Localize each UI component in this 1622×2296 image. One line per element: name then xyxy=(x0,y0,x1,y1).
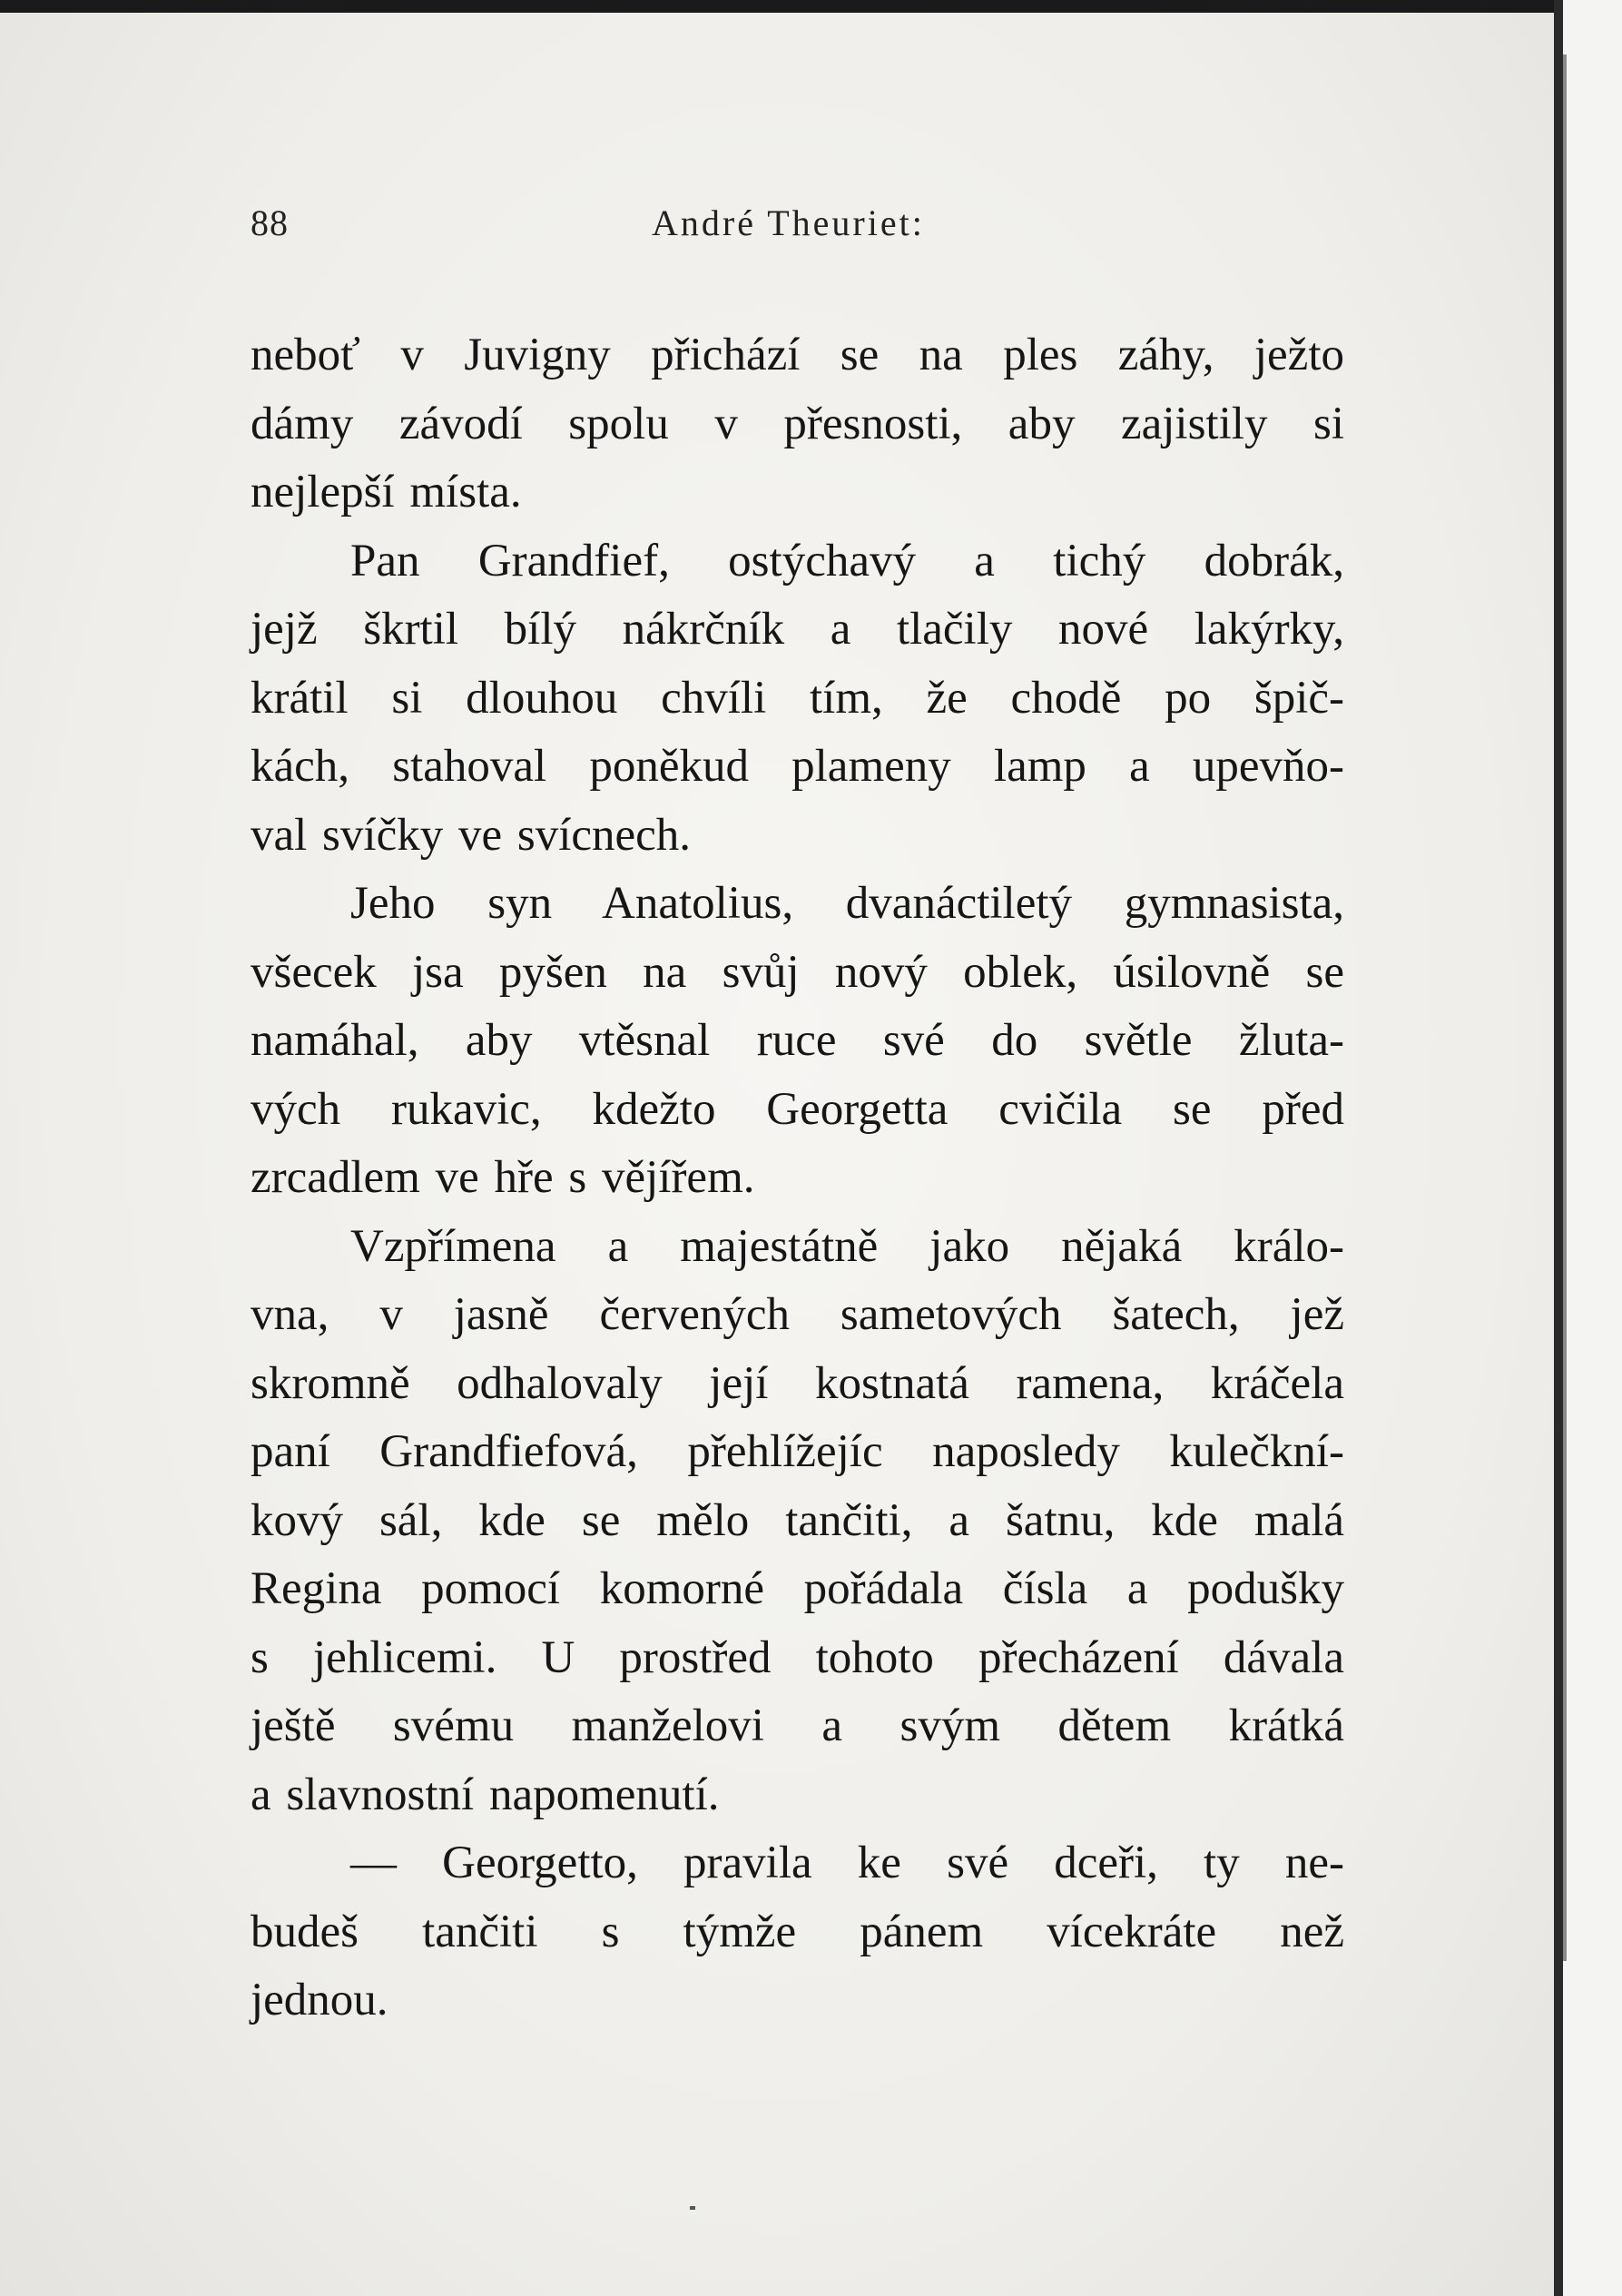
text-line: nejlepší místa. xyxy=(251,467,522,517)
scan-edge-gutter xyxy=(1563,54,1567,1961)
text-line: — Georgetto, pravila ke své dceři, ty ne- xyxy=(350,1838,1344,1888)
scan-edge-shadow xyxy=(1554,0,1563,2296)
book-page xyxy=(0,13,1554,2296)
text-line: vna, v jasně červených sametových šatech, jež xyxy=(251,1289,1344,1340)
text-line: jednou. xyxy=(251,1975,388,2025)
text-line: dámy závodí spolu v přesnosti, aby zajistily si xyxy=(251,398,1344,449)
running-head xyxy=(251,202,1344,256)
text-line: krátil si dlouhou chvíli tím, že chodě po špič- xyxy=(251,672,1344,724)
text-line: neboť v Juvigny přichází se na ples záhy, ježto xyxy=(251,330,1344,380)
body-text xyxy=(251,321,1344,2035)
text-line: a slavnostní napomenutí. xyxy=(251,1769,720,1820)
text-line: paní Grandfiefová, přehlížejíc naposledy kulečkní- xyxy=(251,1426,1344,1477)
text-line: ještě svému manželovi a svým dětem krátká xyxy=(251,1700,1344,1751)
text-line: skromně odhalovaly její kostnatá ramena, kráčela xyxy=(251,1357,1344,1409)
text-line: namáhal, aby vtěsnal ruce své do světle žluta- xyxy=(251,1015,1344,1066)
text-line: jejž škrtil bílý nákrčník a tlačily nové lakýrky, xyxy=(251,604,1344,655)
text-line: zrcadlem ve hře s vějířem. xyxy=(251,1152,755,1203)
text-line: kový sál, kde se mělo tančiti, a šatnu, kde malá xyxy=(251,1494,1344,1546)
text-line: val svíčky ve svícnech. xyxy=(251,809,692,861)
text-line: Vzpřímena a majestátně jako nějaká králo- xyxy=(350,1220,1344,1272)
text-line: všecek jsa pyšen na svůj nový oblek, úsilovně se xyxy=(251,946,1344,998)
text-line: kách, stahoval poněkud plameny lamp a upevňo- xyxy=(251,741,1344,792)
text-line: Pan Grandfief, ostýchavý a tichý dobrák, xyxy=(350,535,1344,586)
text-line: s jehlicemi. U prostřed tohoto přecházení dávala xyxy=(251,1631,1344,1683)
print-speck xyxy=(690,2206,695,2210)
text-line: vých rukavic, kdežto Georgetta cvičila se před xyxy=(251,1083,1344,1135)
text-line: budeš tančiti s týmže pánem vícekráte než xyxy=(251,1906,1344,1957)
page-number: 88 xyxy=(251,202,289,243)
text-line: Regina pomocí komorné pořádala čísla a podušky xyxy=(251,1563,1344,1614)
running-head-author: André Theuriet: xyxy=(652,202,925,243)
text-line: Jeho syn Anatolius, dvanáctiletý gymnasista, xyxy=(350,878,1344,929)
scan-edge xyxy=(1554,0,1622,2296)
